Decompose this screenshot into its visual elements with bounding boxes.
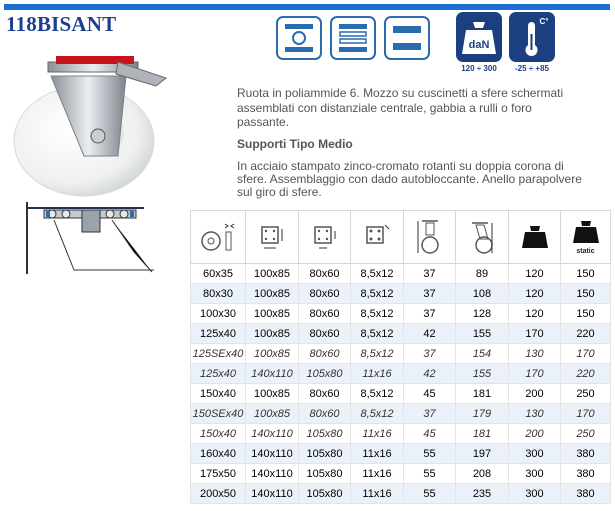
table-cell: 220 <box>561 364 611 384</box>
wheel-description: Ruota in poliammide 6. Mozzo su cuscinetti a sfere schermati assemblati con distanziale centrale, gabbia a rulli o foro passante. <box>237 86 564 129</box>
table-cell: 55 <box>404 444 456 464</box>
table-cell: 8,5x12 <box>351 264 404 284</box>
table-cell: 8,5x12 <box>351 404 404 424</box>
load-badge-text: daN <box>468 39 490 51</box>
table-cell: 179 <box>456 404 509 424</box>
hole-spacing-icon <box>299 211 351 264</box>
product-code: 118BISANT <box>6 12 117 36</box>
wheel-size-icon <box>191 211 246 264</box>
plate-size-icon <box>246 211 299 264</box>
table-cell: 60x35 <box>191 264 246 284</box>
table-cell: 105x80 <box>299 464 351 484</box>
table-cell: 154 <box>456 344 509 364</box>
table-cell: 250 <box>561 384 611 404</box>
table-cell: 42 <box>404 364 456 384</box>
table-cell: 200 <box>509 384 561 404</box>
table-cell: 181 <box>456 384 509 404</box>
table-cell: 105x80 <box>299 484 351 504</box>
table-cell: 11x16 <box>351 444 404 464</box>
table-cell: 170 <box>561 404 611 424</box>
table-header-row <box>191 211 611 264</box>
table-row <box>191 484 611 504</box>
table-cell: 150 <box>561 284 611 304</box>
table-cell: 100x85 <box>246 304 299 324</box>
table-cell: 45 <box>404 384 456 404</box>
offset-icon <box>456 211 509 264</box>
bolt-hole-icon <box>351 211 404 264</box>
table-cell: 150x40 <box>191 384 246 404</box>
thermometer-icon <box>509 12 555 62</box>
table-cell: 11x16 <box>351 464 404 484</box>
table-row <box>191 304 611 324</box>
table-cell: 100x85 <box>246 344 299 364</box>
table-cell: 8,5x12 <box>351 344 404 364</box>
table-row <box>191 324 611 344</box>
caster-product-image <box>6 36 191 201</box>
table-cell: 37 <box>404 344 456 364</box>
table-cell: 380 <box>561 464 611 484</box>
table-cell: 125x40 <box>191 324 246 344</box>
table-cell: 300 <box>509 484 561 504</box>
table-cell: 11x16 <box>351 424 404 444</box>
table-cell: 8,5x12 <box>351 284 404 304</box>
table-cell: 120 <box>509 304 561 324</box>
table-cell: 37 <box>404 304 456 324</box>
table-cell: 80x60 <box>299 304 351 324</box>
table-cell: 55 <box>404 484 456 504</box>
table-cell: 220 <box>561 324 611 344</box>
plain-bore-icon <box>384 16 430 60</box>
table-cell: 100x30 <box>191 304 246 324</box>
table-row <box>191 384 611 404</box>
table-cell: 8,5x12 <box>351 304 404 324</box>
table-cell: 200x50 <box>191 484 246 504</box>
table-cell: 100x85 <box>246 284 299 304</box>
table-cell: 80x60 <box>299 264 351 284</box>
static-label: static <box>576 248 595 255</box>
table-cell: 108 <box>456 284 509 304</box>
table-row <box>191 444 611 464</box>
table-row <box>191 344 611 364</box>
table-cell: 105x80 <box>299 444 351 464</box>
table-cell: 170 <box>509 364 561 384</box>
table-cell: 208 <box>456 464 509 484</box>
support-description: In acciaio stampato zinco-cromato rotanti su doppia corona di sfere. Assemblaggio con dado autobloccante. Anello parapolvere sul giro di sfere. <box>237 159 582 199</box>
table-cell: 380 <box>561 484 611 504</box>
table-cell: 150 <box>561 264 611 284</box>
table-cell: 128 <box>456 304 509 324</box>
table-cell: 80x30 <box>191 284 246 304</box>
table-cell: 235 <box>456 484 509 504</box>
table-cell: 37 <box>404 264 456 284</box>
table-cell: 155 <box>456 324 509 344</box>
table-cell: 140x110 <box>246 444 299 464</box>
specs-table <box>190 210 611 504</box>
table-row <box>191 404 611 424</box>
table-cell: 125x40 <box>191 364 246 384</box>
table-cell: 130 <box>509 404 561 424</box>
table-row <box>191 264 611 284</box>
table-cell: 125SEx40 <box>191 344 246 364</box>
table-cell: 140x110 <box>246 464 299 484</box>
table-cell: 150SEx40 <box>191 404 246 424</box>
table-row <box>191 364 611 384</box>
table-cell: 80x60 <box>299 404 351 424</box>
table-cell: 100x85 <box>246 384 299 404</box>
table-cell: 175x50 <box>191 464 246 484</box>
table-cell: 37 <box>404 284 456 304</box>
table-cell: 45 <box>404 424 456 444</box>
roller-bearing-icon <box>330 16 376 60</box>
table-cell: 8,5x12 <box>351 324 404 344</box>
table-cell: 150x40 <box>191 424 246 444</box>
mounting-diagram <box>24 200 194 276</box>
table-row <box>191 284 611 304</box>
table-cell: 89 <box>456 264 509 284</box>
table-cell: 160x40 <box>191 444 246 464</box>
table-cell: 105x80 <box>299 424 351 444</box>
table-cell: 150 <box>561 304 611 324</box>
load-weight-icon <box>456 12 502 62</box>
support-subtitle: Supporti Tipo Medio <box>237 137 353 151</box>
table-cell: 100x85 <box>246 324 299 344</box>
table-cell: 37 <box>404 404 456 424</box>
table-cell: 300 <box>509 464 561 484</box>
table-cell: 100x85 <box>246 404 299 424</box>
table-cell: 42 <box>404 324 456 344</box>
table-cell: 300 <box>509 444 561 464</box>
table-cell: 380 <box>561 444 611 464</box>
table-cell: 130 <box>509 344 561 364</box>
load-static-icon <box>561 211 611 264</box>
table-cell: 250 <box>561 424 611 444</box>
table-cell: 80x60 <box>299 284 351 304</box>
height-icon <box>404 211 456 264</box>
table-row <box>191 464 611 484</box>
table-cell: 181 <box>456 424 509 444</box>
table-cell: 105x80 <box>299 364 351 384</box>
table-cell: 11x16 <box>351 484 404 504</box>
table-cell: 120 <box>509 264 561 284</box>
temp-range-label: -25 ÷ +85 <box>515 64 549 73</box>
table-cell: 55 <box>404 464 456 484</box>
table-cell: 140x110 <box>246 424 299 444</box>
table-cell: 100x85 <box>246 264 299 284</box>
table-body <box>191 264 611 504</box>
table-cell: 197 <box>456 444 509 464</box>
table-cell: 80x60 <box>299 384 351 404</box>
load-dynamic-icon <box>509 211 561 264</box>
temp-badge-text: C° <box>539 17 549 26</box>
table-cell: 8,5x12 <box>351 384 404 404</box>
top-accent-bar <box>4 4 610 10</box>
table-cell: 140x110 <box>246 484 299 504</box>
ball-bearing-icon <box>276 16 322 60</box>
table-row <box>191 424 611 444</box>
table-cell: 140x110 <box>246 364 299 384</box>
table-cell: 155 <box>456 364 509 384</box>
table-cell: 170 <box>509 324 561 344</box>
table-cell: 120 <box>509 284 561 304</box>
table-cell: 170 <box>561 344 611 364</box>
table-cell: 80x60 <box>299 344 351 364</box>
load-range-label: 120 ÷ 300 <box>461 64 497 73</box>
table-cell: 200 <box>509 424 561 444</box>
table-cell: 11x16 <box>351 364 404 384</box>
table-cell: 80x60 <box>299 324 351 344</box>
